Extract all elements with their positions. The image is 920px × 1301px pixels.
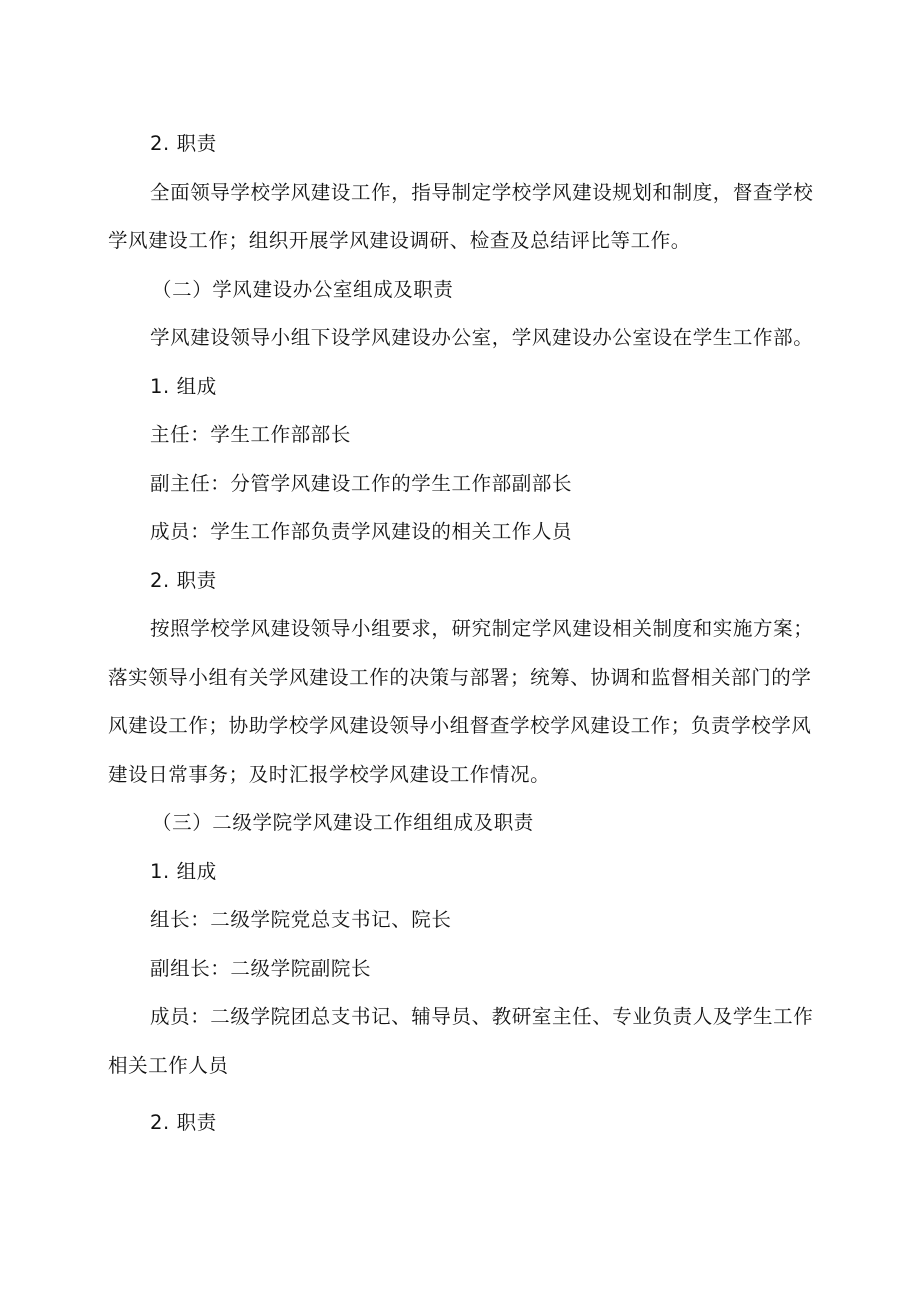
paragraph-line: 相关工作人员: [108, 1054, 229, 1077]
paragraph-line: 风建设工作；协助学校学风建设领导小组督查学校学风建设工作；负责学校学风: [108, 714, 812, 737]
paragraph-line: 组长：二级学院党总支书记、院长: [150, 908, 452, 931]
paragraph-line: 成员：二级学院团总支书记、辅导员、教研室主任、专业负责人及学生工作: [150, 1005, 814, 1028]
section-heading-office: （二）学风建设办公室组成及职责: [152, 278, 454, 301]
paragraph-line: 建设日常事务；及时汇报学校学风建设工作情况。: [108, 763, 551, 786]
heading-composition: 1. 组成: [150, 375, 217, 398]
paragraph-line: 落实领导小组有关学风建设工作的决策与部署；统筹、协调和监督相关部门的学: [108, 666, 812, 689]
paragraph-line: 主任：学生工作部部长: [150, 423, 352, 446]
section-heading-college: （三）二级学院学风建设工作组组成及职责: [152, 811, 534, 834]
heading-duties: 2. 职责: [150, 569, 217, 592]
paragraph-line: 按照学校学风建设领导小组要求，研究制定学风建设相关制度和实施方案；: [150, 617, 814, 640]
paragraph-line: 副主任：分管学风建设工作的学生工作部副部长: [150, 472, 573, 495]
heading-duties: 2. 职责: [150, 1111, 217, 1134]
paragraph-line: 成员：学生工作部负责学风建设的相关工作人员: [150, 520, 573, 543]
paragraph-line: 全面领导学校学风建设工作，指导制定学校学风建设规划和制度，督查学校: [150, 181, 814, 204]
paragraph-line: 学风建设工作；组织开展学风建设调研、检查及总结评比等工作。: [108, 229, 691, 252]
heading-duties: 2. 职责: [150, 132, 217, 155]
paragraph-line: 副组长：二级学院副院长: [150, 957, 372, 980]
heading-composition: 1. 组成: [150, 860, 217, 883]
paragraph-line: 学风建设领导小组下设学风建设办公室，学风建设办公室设在学生工作部。: [150, 326, 814, 349]
